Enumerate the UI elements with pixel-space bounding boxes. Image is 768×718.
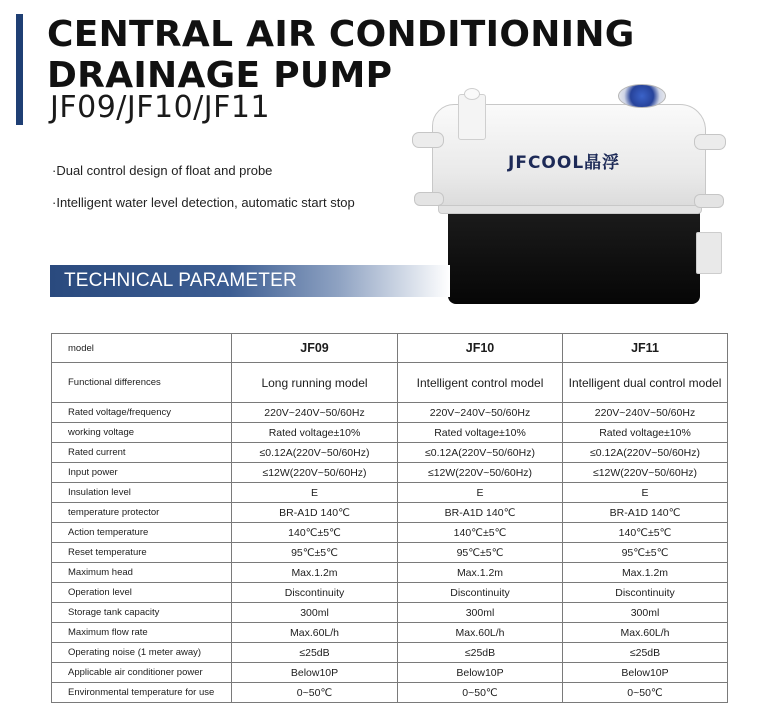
title-line-2: DRAINAGE PUMP xyxy=(47,55,393,96)
table-row xyxy=(52,543,728,563)
cell-value: ≤0.12A(220V~50/60Hz) xyxy=(563,443,728,463)
cell-value: ≤25dB xyxy=(563,643,728,663)
float-window xyxy=(618,84,666,108)
table-row xyxy=(52,463,728,483)
row-label: Functional differences xyxy=(52,363,232,403)
title-line-1: CENTRAL AIR CONDITIONING xyxy=(47,14,635,55)
section-title: TECHNICAL PARAMETER xyxy=(64,270,297,291)
cell-value: Max.1.2m xyxy=(398,563,563,583)
cell-value: 95℃±5℃ xyxy=(398,543,563,563)
cell-value: Below10P xyxy=(398,663,563,683)
cell-value: 300ml xyxy=(563,603,728,623)
row-label: Input power xyxy=(52,463,232,483)
table-row xyxy=(52,623,728,643)
cell-value: Max.1.2m xyxy=(563,563,728,583)
title-accent-bar xyxy=(16,14,23,125)
row-label: Action temperature xyxy=(52,523,232,543)
pump-outlet-pipe xyxy=(696,232,722,274)
cell-value: 220V~240V~50/60Hz xyxy=(232,403,398,423)
cell-value: 0~50℃ xyxy=(232,683,398,703)
cell-value: ≤0.12A(220V~50/60Hz) xyxy=(398,443,563,463)
row-label: Operating noise (1 meter away) xyxy=(52,643,232,663)
pump-inlet-cap xyxy=(464,88,480,100)
pump-inlet-tube xyxy=(458,94,486,140)
header-model-jf10: JF10 xyxy=(398,334,563,363)
row-label: Reset temperature xyxy=(52,543,232,563)
cell-value: 220V~240V~50/60Hz xyxy=(563,403,728,423)
cell-value: Below10P xyxy=(563,663,728,683)
table-row xyxy=(52,503,728,523)
header-model-jf09: JF09 xyxy=(232,334,398,363)
feature-item: ·Intelligent water level detection, automatic start stop xyxy=(52,195,355,210)
cell-value: Max.60L/h xyxy=(398,623,563,643)
cell-value: 140℃±5℃ xyxy=(232,523,398,543)
cell-value: 95℃±5℃ xyxy=(563,543,728,563)
row-label: Maximum head xyxy=(52,563,232,583)
header-model-jf11: JF11 xyxy=(563,334,728,363)
cell-value: Below10P xyxy=(232,663,398,683)
cell-value: Rated voltage±10% xyxy=(398,423,563,443)
model-numbers: JF09/JF10/JF11 xyxy=(50,90,271,125)
table-row xyxy=(52,523,728,543)
table-row xyxy=(52,423,728,443)
cell-value: ≤25dB xyxy=(232,643,398,663)
cell-value: ≤12W(220V~50/60Hz) xyxy=(398,463,563,483)
cell-value: Max.1.2m xyxy=(232,563,398,583)
cell-value: E xyxy=(232,483,398,503)
cell-value: Max.60L/h xyxy=(232,623,398,643)
table-row xyxy=(52,443,728,463)
table-row xyxy=(52,563,728,583)
row-label: temperature protector xyxy=(52,503,232,523)
cell-value: ≤12W(220V~50/60Hz) xyxy=(232,463,398,483)
mounting-ear xyxy=(412,132,444,148)
cell-value: Intelligent dual control model xyxy=(563,363,728,403)
table-row xyxy=(52,663,728,683)
row-label: Environmental temperature for use xyxy=(52,683,232,703)
table-row xyxy=(52,603,728,623)
cell-value: ≤12W(220V~50/60Hz) xyxy=(563,463,728,483)
table-header-row xyxy=(52,334,728,363)
cell-value: Long running model xyxy=(232,363,398,403)
row-label: Storage tank capacity xyxy=(52,603,232,623)
table-row xyxy=(52,643,728,663)
table-row xyxy=(52,583,728,603)
cell-value: 0~50℃ xyxy=(398,683,563,703)
feature-item: ·Dual control design of float and probe xyxy=(52,163,273,178)
cell-value: ≤25dB xyxy=(398,643,563,663)
table-row xyxy=(52,363,728,403)
cell-value: E xyxy=(398,483,563,503)
header-model-label: model xyxy=(52,334,232,363)
cell-value: 95℃±5℃ xyxy=(232,543,398,563)
table-row xyxy=(52,683,728,703)
cell-value: Max.60L/h xyxy=(563,623,728,643)
cell-value: Discontinuity xyxy=(232,583,398,603)
cell-value: 140℃±5℃ xyxy=(398,523,563,543)
cell-value: 300ml xyxy=(398,603,563,623)
mounting-ear xyxy=(694,194,724,208)
row-label: working voltage xyxy=(52,423,232,443)
cell-value: ≤0.12A(220V~50/60Hz) xyxy=(232,443,398,463)
row-label: Rated current xyxy=(52,443,232,463)
cell-value: 300ml xyxy=(232,603,398,623)
product-image xyxy=(408,82,728,304)
cell-value: 220V~240V~50/60Hz xyxy=(398,403,563,423)
row-label: Maximum flow rate xyxy=(52,623,232,643)
cell-value: Discontinuity xyxy=(563,583,728,603)
cell-value: BR-A1D 140℃ xyxy=(232,503,398,523)
cell-value: 0~50℃ xyxy=(563,683,728,703)
section-banner xyxy=(50,265,450,297)
table-row xyxy=(52,483,728,503)
cell-value: BR-A1D 140℃ xyxy=(398,503,563,523)
cell-value: BR-A1D 140℃ xyxy=(563,503,728,523)
parameter-table xyxy=(51,333,728,703)
cell-value: Discontinuity xyxy=(398,583,563,603)
row-label: Operation level xyxy=(52,583,232,603)
mounting-ear xyxy=(414,192,444,206)
cell-value: Intelligent control model xyxy=(398,363,563,403)
brand-logo xyxy=(508,148,620,173)
row-label: Applicable air conditioner power xyxy=(52,663,232,683)
brand-logo-text: JFCOOL晶浮 xyxy=(508,153,621,173)
row-label: Insulation level xyxy=(52,483,232,503)
pump-tank-body xyxy=(448,212,700,304)
cell-value: E xyxy=(563,483,728,503)
cell-value: Rated voltage±10% xyxy=(563,423,728,443)
row-label: Rated voltage/frequency xyxy=(52,403,232,423)
cell-value: 140℃±5℃ xyxy=(563,523,728,543)
table-row xyxy=(52,403,728,423)
cell-value: Rated voltage±10% xyxy=(232,423,398,443)
mounting-ear xyxy=(694,134,726,150)
